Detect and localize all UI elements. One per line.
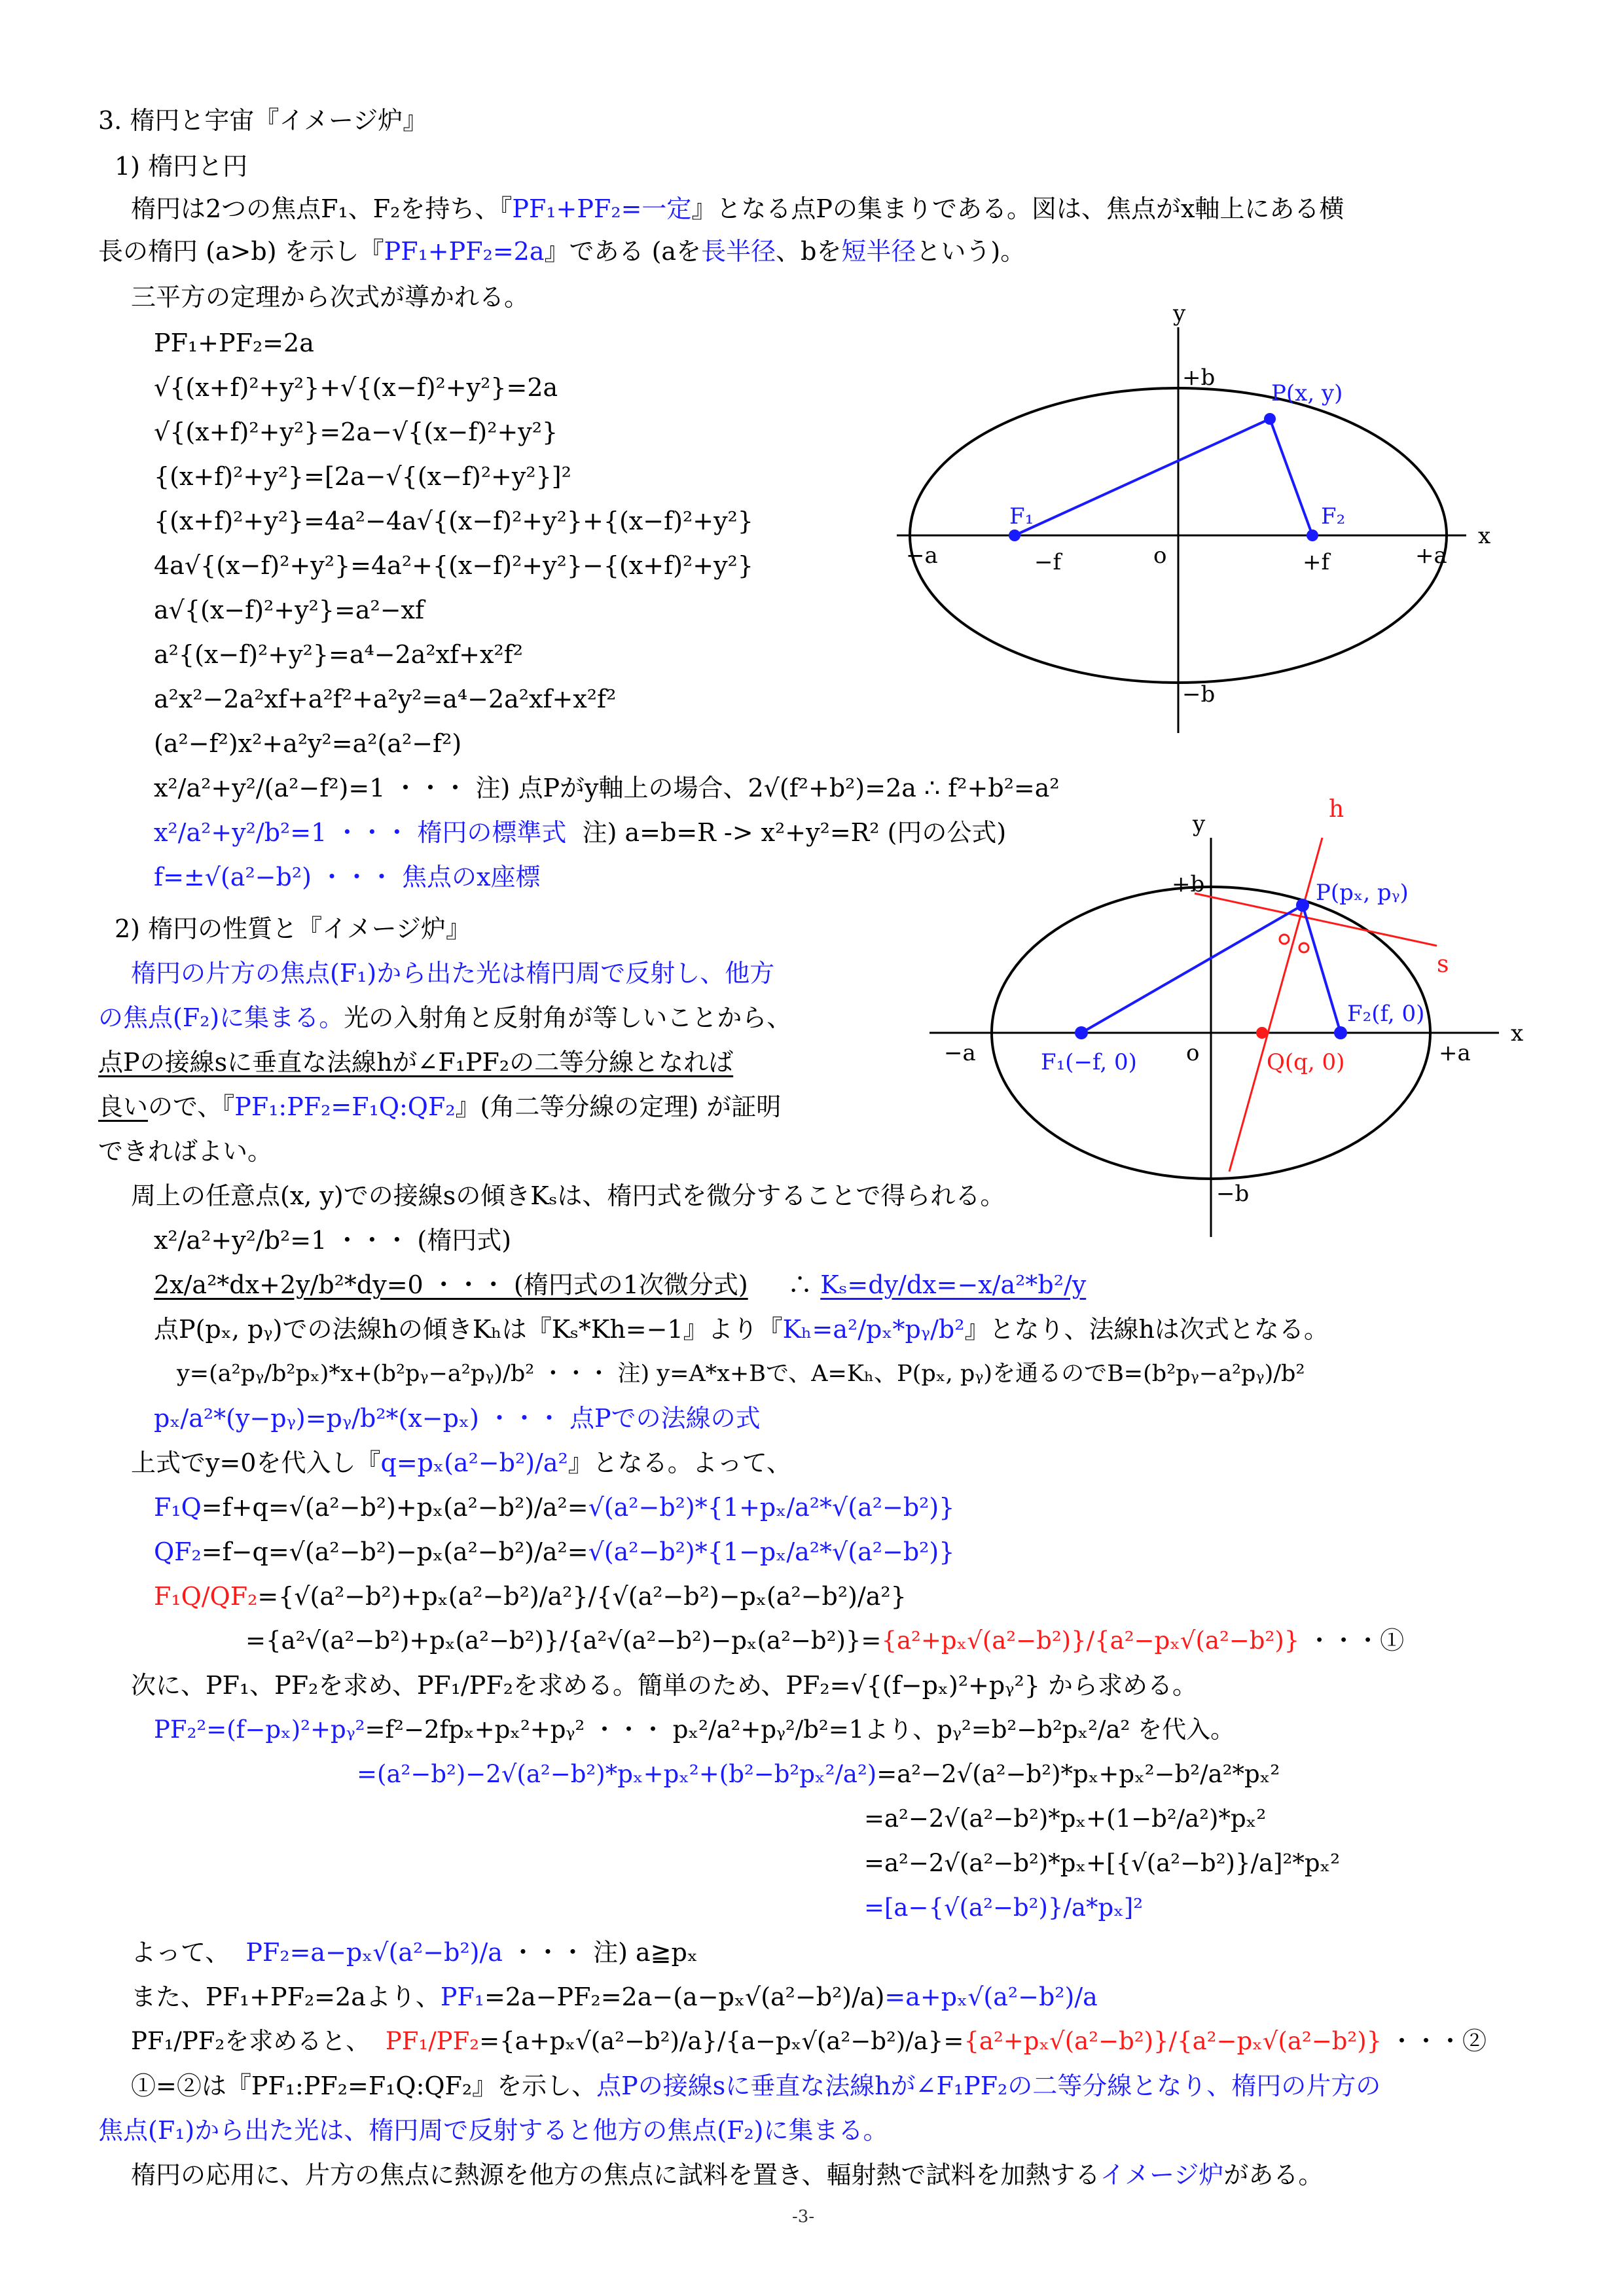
equation-line: =[a−{√(a²−b²)}/a*pₓ]² — [864, 1893, 1144, 1922]
ellipse-figure-2 — [903, 779, 1532, 1250]
equation-line: f=±√(a²−b²) ・・・ 焦点のx座標 — [154, 863, 541, 891]
paragraph-line: 点P(pₓ, pᵧ)での法線hの傾きKₕは『Kₛ*Kh=−1』より『Kₕ=a²/pₓ*pᵧ/b²』となり、法線hは次式となる。 — [154, 1315, 1329, 1344]
axis-y-label: y — [1193, 811, 1206, 837]
f2-label: F₂ — [1321, 503, 1346, 529]
equation-line: =(a²−b²)−2√(a²−b²)*pₓ+pₓ²+(b²−b²pₓ²/a²)=a²−2√(a²−b²)*pₓ+pₓ²−b²/a²*pₓ² — [357, 1760, 1280, 1788]
equation-line: x²/a²+y²/b²=1 ・・・ (楕円式) — [154, 1226, 512, 1255]
plus-b-label: +b — [1182, 365, 1216, 391]
plus-f-label: +f — [1303, 549, 1330, 575]
paragraph-line: 良いので、『PF₁:PF₂=F₁Q:QF₂』(角二等分線の定理) が証明 — [98, 1092, 782, 1121]
ellipse-figure-1 — [884, 301, 1506, 759]
q-label: Q(q, 0) — [1267, 1049, 1345, 1075]
minus-b-label: −b — [1216, 1181, 1250, 1207]
equation-line: a²x²−2a²xf+a²f²+a²y²=a⁴−2a²xf+x²f² — [154, 685, 617, 713]
section-title: 3. 楕円と宇宙『イメージ炉』 — [98, 106, 428, 135]
minus-a-label: −a — [944, 1040, 976, 1066]
paragraph-line: 焦点(F₁)から出た光は、楕円周で反射すると他方の焦点(F₂)に集まる。 — [98, 2116, 888, 2145]
normal-h-label: h — [1329, 796, 1344, 823]
equation-line: F₁Q=f+q=√(a²−b²)+pₓ(a²−b²)/a²=√(a²−b²)*{1+pₓ/a²*√(a²−b²)} — [154, 1493, 955, 1522]
plus-a-label: +a — [1415, 543, 1447, 569]
equation-line: =a²−2√(a²−b²)*pₓ+(1−b²/a²)*pₓ² — [864, 1804, 1267, 1833]
page-number: -3- — [792, 2207, 815, 2227]
equation-line: a√{(x−f)²+y²}=a²−xf — [154, 596, 425, 624]
equation-line: √{(x+f)²+y²}=2a−√{(x−f)²+y²} — [154, 418, 558, 446]
equation-line: PF₂²=(f−pₓ)²+pᵧ²=f²−2fpₓ+pₓ²+pᵧ² ・・・ pₓ²/a²+pᵧ²/b²=1より、pᵧ²=b²−b²pₓ²/a² を代入。 — [154, 1715, 1235, 1744]
equation-line: ={a²√(a²−b²)+pₓ(a²−b²)}/{a²√(a²−b²)−pₓ(a²−b²)}={a²+pₓ√(a²−b²)}/{a²−pₓ√(a²−b²)} ・・・① — [245, 1626, 1405, 1655]
paragraph-line: 楕円の片方の焦点(F₁)から出た光は楕円周で反射し、他方 — [131, 959, 775, 988]
f1-label: F₁(−f, 0) — [1041, 1049, 1137, 1075]
equation-line: PF₁+PF₂=2a — [154, 329, 314, 357]
equation-line: {(x+f)²+y²}=[2a−√{(x−f)²+y²}]² — [154, 462, 571, 491]
equation-line: pₓ/a²*(y−pᵧ)=pᵧ/b²*(x−pₓ) ・・・ 点Pでの法線の式 — [154, 1404, 761, 1433]
equation-line: x²/a²+y²/b²=1 ・・・ 楕円の標準式 注) a=b=R -> x²+y²=R² (円の公式) — [154, 818, 1007, 847]
part1-heading: 1) 楕円と円 — [115, 152, 248, 181]
equation-line: 2x/a²*dx+2y/b²*dy=0 ・・・ (楕円式の1次微分式) ∴ Kₛ=dy/dx=−x/a²*b²/y — [154, 1270, 1087, 1299]
point-p-label: P(x, y) — [1271, 380, 1343, 406]
equation-line: F₁Q/QF₂={√(a²−b²)+pₓ(a²−b²)/a²}/{√(a²−b²)−pₓ(a²−b²)/a²} — [154, 1582, 907, 1611]
paragraph-line: ①=②は『PF₁:PF₂=F₁Q:QF₂』を示し、点Pの接線sに垂直な法線hが∠F₁PF₂の二等分線となり、楕円の片方の — [131, 2072, 1381, 2100]
equation-line: √{(x+f)²+y²}+√{(x−f)²+y²}=2a — [154, 373, 558, 402]
paragraph-line: 三平方の定理から次式が導かれる。 — [131, 283, 530, 312]
equation-line: y=(a²pᵧ/b²pₓ)*x+(b²pᵧ−a²pᵧ)/b² ・・・ 注) y=A*x+Bで、A=Kₕ、P(pₓ, pᵧ)を通るのでB=(b²pᵧ−a²pᵧ)/b² — [177, 1361, 1305, 1387]
axis-y-label: y — [1173, 301, 1186, 327]
equation-line: 4a√{(x−f)²+y²}=4a²+{(x−f)²+y²}−{(x+f)²+y²} — [154, 551, 753, 580]
equation-line: x²/a²+y²/(a²−f²)=1 ・・・ 注) 点Pがy軸上の場合、2√(f²+b²)=2a ∴ f²+b²=a² — [154, 774, 1060, 802]
equation-line: a²{(x−f)²+y²}=a⁴−2a²xf+x²f² — [154, 640, 523, 669]
axis-x-label: x — [1478, 523, 1491, 549]
paragraph-line: 上式でy=0を代入し『q=pₓ(a²−b²)/a²』となる。よって、 — [131, 1448, 791, 1477]
f2-label: F₂(f, 0) — [1347, 1001, 1425, 1027]
paragraph-line: よって、 PF₂=a−pₓ√(a²−b²)/a ・・・ 注) a≧pₓ — [131, 1938, 698, 1967]
point-p-label: P(pₓ, pᵧ) — [1316, 880, 1409, 906]
paragraph-line: 楕円は2つの焦点F₁、F₂を持ち、『PF₁+PF₂=一定』となる点Pの集まりである。図は、焦点がx軸上にある横 — [131, 194, 1344, 223]
equation-line: {(x+f)²+y²}=4a²−4a√{(x−f)²+y²}+{(x−f)²+y²} — [154, 507, 753, 535]
plus-a-label: +a — [1439, 1040, 1471, 1066]
paragraph-line: 周上の任意点(x, y)での接線sの傾きKₛは、楕円式を微分することで得られる。 — [131, 1181, 1005, 1210]
minus-b-label: −b — [1182, 681, 1216, 708]
equation-line: (a²−f²)x²+a²y²=a²(a²−f²) — [154, 729, 462, 758]
paragraph-line: PF₁/PF₂を求めると、 PF₁/PF₂={a+pₓ√(a²−b²)/a}/{a−pₓ√(a²−b²)/a}={a²+pₓ√(a²−b²)}/{a²−pₓ√(a²−b²)} ・・・② — [131, 2027, 1487, 2055]
f1-label: F₁ — [1009, 503, 1034, 529]
part2-heading: 2) 楕円の性質と『イメージ炉』 — [115, 914, 471, 943]
paragraph-line: の焦点(F₂)に集まる。光の入射角と反射角が等しいことから、 — [98, 1003, 792, 1032]
origin-label: o — [1186, 1040, 1200, 1066]
paragraph-line: 楕円の応用に、片方の焦点に熱源を他方の焦点に試料を置き、輻射熱で試料を加熱するイメージ炉がある。 — [131, 2161, 1324, 2189]
minus-a-label: −a — [906, 543, 938, 569]
tangent-s-label: s — [1437, 951, 1449, 978]
paragraph-line: また、PF₁+PF₂=2aより、PF₁=2a−PF₂=2a−(a−pₓ√(a²−b²)/a)=a+pₓ√(a²−b²)/a — [131, 1982, 1098, 2011]
equation-line: =a²−2√(a²−b²)*pₓ+[{√(a²−b²)}/a]²*pₓ² — [864, 1849, 1341, 1877]
paragraph-line: 次に、PF₁、PF₂を求め、PF₁/PF₂を求める。簡単のため、PF₂=√{(f−pₓ)²+pᵧ²} から求める。 — [131, 1671, 1198, 1700]
origin-label: o — [1153, 543, 1167, 569]
axis-x-label: x — [1511, 1020, 1524, 1047]
plus-b-label: +b — [1172, 871, 1205, 897]
minus-f-label: −f — [1034, 549, 1062, 575]
paragraph-line: 長の楕円 (a>b) を示し『PF₁+PF₂=2a』である (aを長半径、bを短半径という)。 — [98, 237, 1026, 266]
equation-line: QF₂=f−q=√(a²−b²)−pₓ(a²−b²)/a²=√(a²−b²)*{1−pₓ/a²*√(a²−b²)} — [154, 1537, 955, 1566]
paragraph-line: 点Pの接線sに垂直な法線hが∠F₁PF₂の二等分線となれば — [98, 1048, 734, 1077]
paragraph-line: できればよい。 — [98, 1137, 273, 1166]
